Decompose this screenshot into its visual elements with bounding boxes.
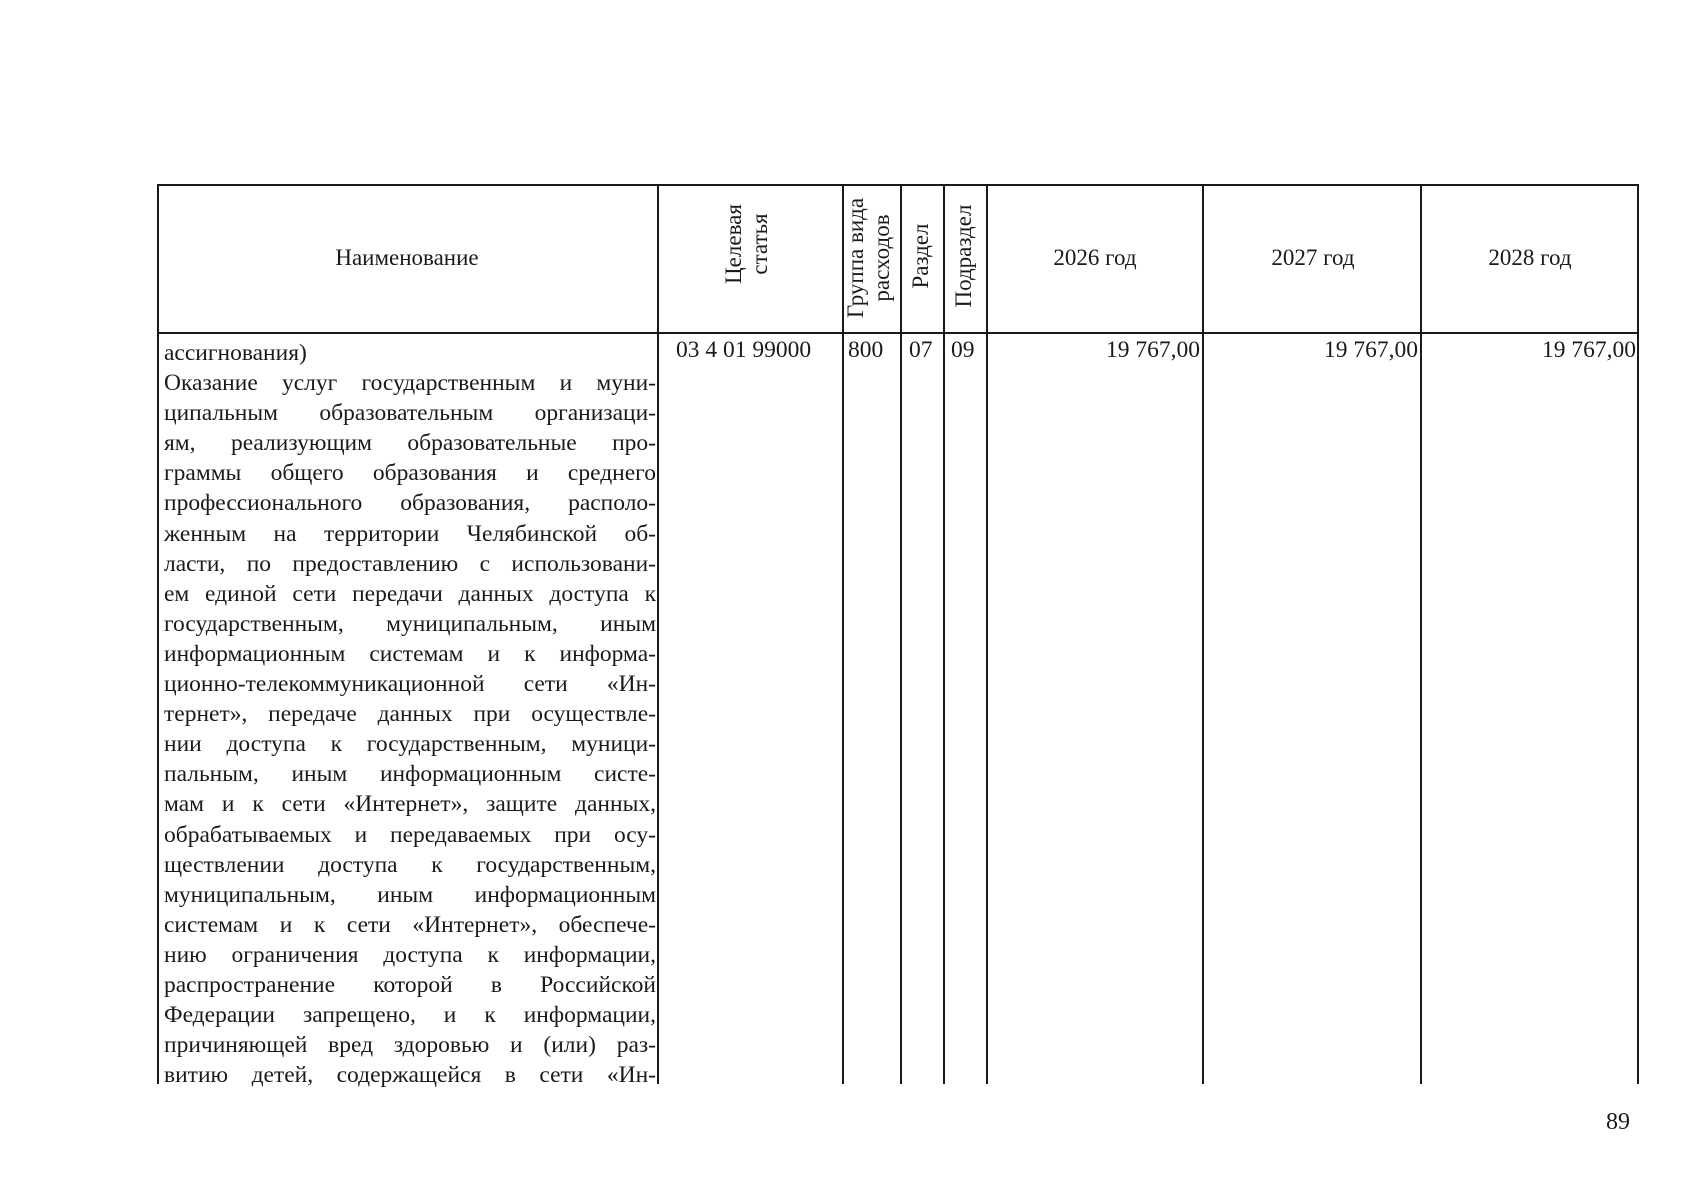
- col-divider-7: [1420, 184, 1422, 1084]
- row-subsection: 09: [951, 337, 975, 363]
- header-name: Наименование: [335, 245, 479, 270]
- row-target-article: 03 4 01 99000: [676, 337, 812, 363]
- col-divider-6: [1202, 184, 1204, 1084]
- page-number: 89: [1606, 1109, 1630, 1135]
- name-line: пальным, иным информационным систе-: [164, 761, 656, 788]
- table-right-border: [1637, 184, 1639, 1084]
- col-divider-5: [986, 184, 988, 1084]
- name-line: граммы общего образования и среднего: [164, 460, 656, 487]
- name-line: муниципальным, иным информационным: [164, 881, 656, 908]
- col-divider-3: [900, 184, 902, 1084]
- header-subsection: Подраздел: [951, 204, 976, 308]
- row-value-2028: 19 767,00: [1542, 337, 1636, 363]
- name-line: ассигнования): [164, 340, 307, 366]
- row-value-2026: 19 767,00: [1106, 337, 1200, 363]
- header-year-2027: 2027 год: [1271, 245, 1355, 270]
- name-line: государственным, муниципальным, иным: [164, 610, 656, 637]
- name-line: ществлении доступа к государственным,: [164, 851, 656, 878]
- header-target-article: Целевая статья: [721, 204, 772, 284]
- col-divider-4: [943, 184, 945, 1084]
- name-line: причиняющей вред здоровью и (или) раз-: [164, 1032, 656, 1059]
- name-line: витию детей, содержащейся в сети «Ин-: [164, 1062, 656, 1089]
- name-line: ционно-телекоммуникационной сети «Ин-: [164, 671, 656, 698]
- row-value-2027: 19 767,00: [1324, 337, 1418, 363]
- header-bottom-border: [157, 332, 1639, 334]
- name-line: Федерации запрещено, и к информации,: [164, 1002, 656, 1029]
- name-line: профессионального образования, располо-: [164, 490, 656, 517]
- name-line: Оказание услуг государственным и муни-: [164, 370, 656, 397]
- row-section: 07: [909, 337, 933, 363]
- name-line: мам и к сети «Интернет», защите данных,: [164, 791, 656, 818]
- table-left-border: [157, 184, 159, 1084]
- name-line: нию ограничения доступа к информации,: [164, 941, 656, 968]
- name-line: обрабатываемых и передаваемых при осу-: [164, 821, 656, 848]
- header-year-2026: 2026 год: [1053, 245, 1137, 270]
- name-line: системам и к сети «Интернет», обеспече-: [164, 911, 656, 938]
- row-expense-group: 800: [848, 337, 884, 363]
- name-line: нии доступа к государственным, муници-: [164, 731, 656, 758]
- name-line: ласти, по предоставлению с использовани-: [164, 550, 656, 577]
- name-line: распространение которой в Российской: [164, 971, 656, 998]
- name-line: информационным системам и к информа-: [164, 640, 656, 667]
- header-section: Раздел: [908, 223, 933, 289]
- name-line: ципальным образовательным организаци-: [164, 400, 656, 427]
- name-line: ям, реализующим образовательные про-: [164, 430, 656, 457]
- header-year-2028: 2028 год: [1488, 245, 1572, 270]
- col-divider-1: [657, 184, 659, 1084]
- name-line: женным на территории Челябинской об-: [164, 520, 656, 547]
- row-name-text: [164, 338, 656, 1090]
- header-expense-group: Группа вида расходов: [843, 197, 894, 319]
- name-line: ем единой сети передачи данных доступа к: [164, 580, 656, 607]
- table-top-border: [157, 184, 1639, 186]
- name-line: тернет», передаче данных при осуществле-: [164, 701, 656, 728]
